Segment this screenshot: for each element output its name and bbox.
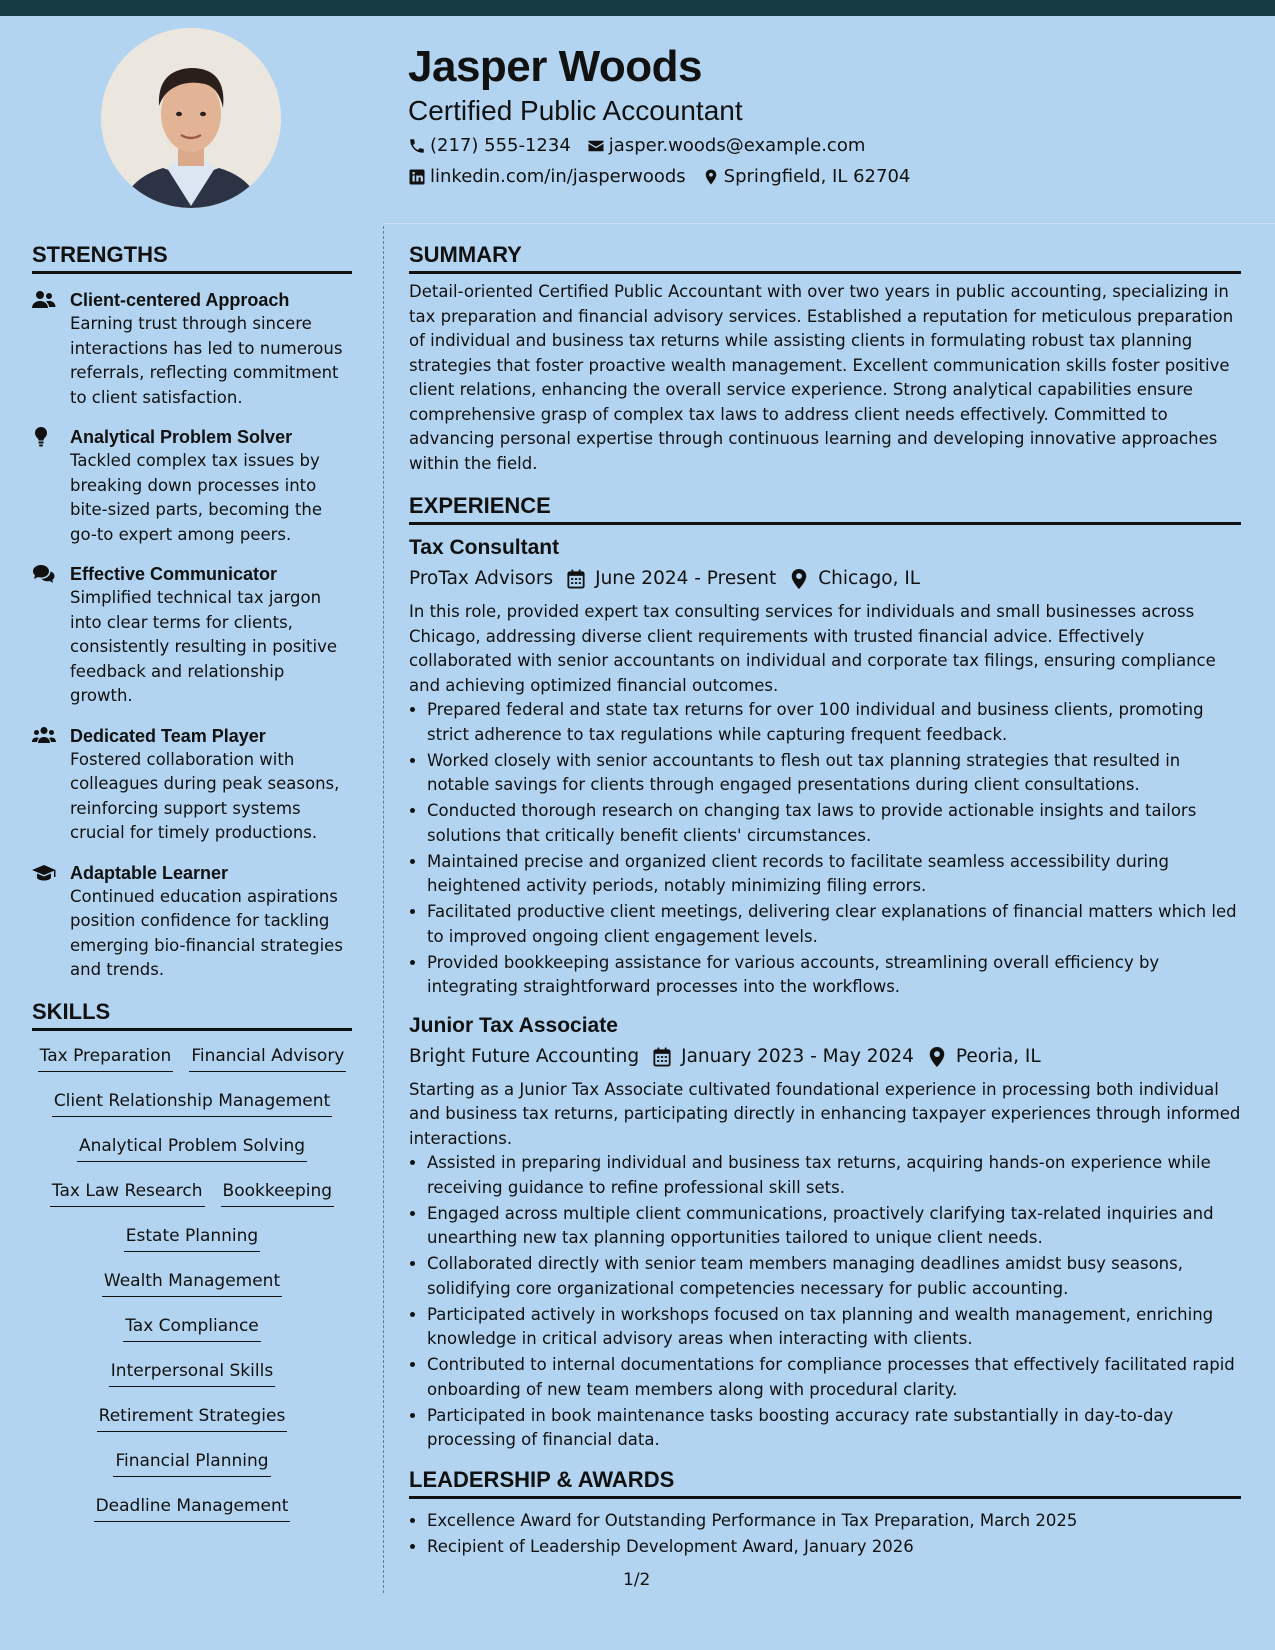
strength-title: Analytical Problem Solver <box>70 427 293 447</box>
skill-tag: Tax Compliance <box>123 1315 261 1342</box>
strength-title: Adaptable Learner <box>70 862 229 883</box>
job-location: Chicago, IL <box>818 568 921 589</box>
skills-list <box>32 1045 352 1522</box>
phone-number: (217) 555-1234 <box>430 135 571 156</box>
job-dates: June 2024 - Present <box>595 568 777 589</box>
strength-item <box>32 288 352 410</box>
list-item: • Excellence Award for Outstanding Performance in Tax Preparation, March 2025 <box>427 1509 1241 1534</box>
list-item: • Assisted in preparing individual and business tax returns, acquiring hands-on experience while receiving guidance to refine professional skill sets. <box>427 1151 1241 1200</box>
job-title: Tax Consultant <box>409 536 560 559</box>
strength-item <box>32 724 352 846</box>
list-item: • Prepared federal and state tax returns for over 100 individual and business clients, promoting strict adherence to tax regulations while capturing frequent feedback. <box>427 698 1241 747</box>
email-address: jasper.woods@example.com <box>608 135 866 156</box>
users-icon <box>32 290 56 310</box>
list-item: • Participated actively in workshops focused on tax planning and wealth management, enriching knowledge in critical advisory areas when interacting with clients. <box>427 1303 1241 1352</box>
awards-list <box>409 1509 1241 1560</box>
home-location: Springfield, IL 62704 <box>723 166 911 187</box>
list-item: • Engaged across multiple client communications, proactively clarifying tax-related inquiries and unearthing new tax planning opportunities tailored to unique client needs. <box>427 1202 1241 1251</box>
summary-heading: SUMMARY <box>409 242 1241 274</box>
linkedin-url: linkedin.com/in/jasperwoods <box>430 166 686 187</box>
strength-item <box>32 425 352 547</box>
job-bullets <box>409 698 1241 1000</box>
skill-tag: Bookkeeping <box>221 1180 335 1207</box>
job-entry <box>409 533 1241 1000</box>
candidate-name: Jasper Woods <box>408 42 702 91</box>
page-number: 1/2 <box>623 1570 651 1590</box>
strength-title: Client-centered Approach <box>70 290 290 310</box>
contact-row-2 <box>408 166 926 187</box>
right-column <box>409 242 1241 1561</box>
skill-tag: Analytical Problem Solving <box>77 1135 307 1162</box>
job-location: Peoria, IL <box>955 1045 1041 1067</box>
calendar-icon <box>653 1047 671 1067</box>
team-icon <box>32 726 56 746</box>
phone-icon <box>408 137 426 155</box>
lightbulb-icon <box>32 427 56 447</box>
job-dates: January 2023 - May 2024 <box>681 1045 914 1067</box>
job-meta <box>409 565 1241 593</box>
strength-desc: Simplified technical tax jargon into clear terms for clients, consistently resulting in positive feedback and relationship growth. <box>70 588 337 705</box>
list-item: • Participated in book maintenance tasks boosting accuracy rate substantially in day-to-day processing of financial data. <box>427 1404 1241 1453</box>
list-item: • Conducted thorough research on changing tax laws to provide actionable insights and tailors solutions that critically benefit clients' circumstances. <box>427 799 1241 848</box>
top-color-bar <box>0 0 1275 16</box>
job-description: Starting as a Junior Tax Associate cultivated foundational experience in processing both individual and business tax returns, participating directly in enhancing taxpayer experiences through informed interactions. <box>409 1079 1241 1148</box>
graduation-cap-icon <box>32 863 56 883</box>
linkedin-icon <box>408 168 426 186</box>
list-item: • Facilitated productive client meetings, delivering clear explanations of financial matters which led to improved ongoing client engagement levels. <box>427 900 1241 949</box>
left-column <box>32 242 352 1540</box>
strength-desc: Continued education aspirations position confidence for tackling emerging bio-financial strategies and trends. <box>70 886 343 979</box>
job-company: ProTax Advisors <box>409 568 554 589</box>
strength-desc: Earning trust through sincere interactions has led to numerous referrals, reflecting commitment to client satisfaction. <box>70 314 343 407</box>
candidate-title: Certified Public Accountant <box>408 95 743 126</box>
list-item: • Recipient of Leadership Development Award, January 2026 <box>427 1535 1241 1560</box>
strength-item <box>32 562 352 709</box>
column-divider <box>383 226 384 1593</box>
profile-photo <box>101 28 281 208</box>
list-item: • Maintained precise and organized client records to facilitate seamless accessibility during heightened activity periods, notably minimizing filing errors. <box>427 850 1241 899</box>
skill-tag: Financial Planning <box>113 1450 270 1477</box>
phone-contact[interactable] <box>408 135 571 156</box>
location-contact <box>702 166 911 187</box>
job-entry <box>409 1011 1241 1453</box>
strength-title: Effective Communicator <box>70 564 278 584</box>
map-pin-icon <box>928 1047 946 1067</box>
comments-icon <box>32 564 56 584</box>
strength-title: Dedicated Team Player <box>70 725 266 746</box>
strengths-list <box>32 288 352 983</box>
map-pin-icon <box>790 569 808 589</box>
experience-heading: EXPERIENCE <box>409 493 1241 525</box>
skill-tag: Deadline Management <box>94 1495 291 1522</box>
skill-tag: Estate Planning <box>124 1225 260 1252</box>
job-meta <box>409 1043 1241 1071</box>
skill-tag: Financial Advisory <box>189 1045 346 1072</box>
skill-tag: Tax Law Research <box>50 1180 205 1207</box>
map-pin-icon <box>702 168 720 186</box>
skill-tag: Interpersonal Skills <box>109 1360 275 1387</box>
leadership-heading: LEADERSHIP & AWARDS <box>409 1467 1241 1499</box>
skill-tag: Client Relationship Management <box>52 1090 332 1117</box>
strengths-heading: STRENGTHS <box>32 242 352 274</box>
job-title: Junior Tax Associate <box>409 1013 618 1037</box>
list-item: • Provided bookkeeping assistance for various accounts, streamlining overall efficiency by integrating straightforward processes into the workflows. <box>427 951 1241 1000</box>
envelope-icon <box>587 137 605 155</box>
job-description: In this role, provided expert tax consulting services for individuals and small businesses across Chicago, addressing diverse client requirements with trusted financial advice. Effectively collaborated with senior accountants on individual and corporate tax filings, ensuring compliance and achieving optimized financial outcomes. <box>409 602 1216 695</box>
job-bullets <box>409 1151 1241 1453</box>
strength-desc: Fostered collaboration with colleagues during peak seasons, reinforcing support systems crucial for timely productions. <box>70 749 340 842</box>
avatar <box>101 28 281 208</box>
list-item: • Collaborated directly with senior team members managing deadlines amidst busy seasons, solidifying core organizational competencies necessary for public accounting. <box>427 1252 1241 1301</box>
summary-text: Detail-oriented Certified Public Accountant with over two years in public accounting, specializing in tax preparation and financial advisory services. Established a reputation for meticulous preparation of individual and business tax returns while assisting clients in formulating robust tax planning strategies that foster proactive wealth management. Excellent communication skills foster positive client relations, enhancing the overall service experience. Strong analytical capabilities ensure comprehensive grasp of complex tax laws to address client needs effectively. Committed to advancing personal expertise through continuous learning and developing innovative approaches within the field. <box>409 282 1234 473</box>
header-divider <box>384 223 1275 224</box>
strength-item <box>32 861 352 983</box>
skill-tag: Tax Preparation <box>38 1045 174 1072</box>
skill-tag: Wealth Management <box>102 1270 282 1297</box>
email-contact[interactable] <box>587 135 866 156</box>
calendar-icon <box>567 569 585 589</box>
skills-heading: SKILLS <box>32 999 352 1031</box>
strength-desc: Tackled complex tax issues by breaking down processes into bite-sized parts, becoming the go-to expert among peers. <box>70 451 322 544</box>
list-item: • Contributed to internal documentations for compliance processes that effectively facilitated rapid onboarding of new team members along with procedural clarity. <box>427 1353 1241 1402</box>
contact-row-1 <box>408 135 881 156</box>
linkedin-contact[interactable] <box>408 166 686 187</box>
list-item: • Worked closely with senior accountants to flesh out tax planning strategies that resulted in notable savings for clients through engaged presentations during client consultations. <box>427 749 1241 798</box>
job-company: Bright Future Accounting <box>409 1045 640 1067</box>
skill-tag: Retirement Strategies <box>97 1405 288 1432</box>
